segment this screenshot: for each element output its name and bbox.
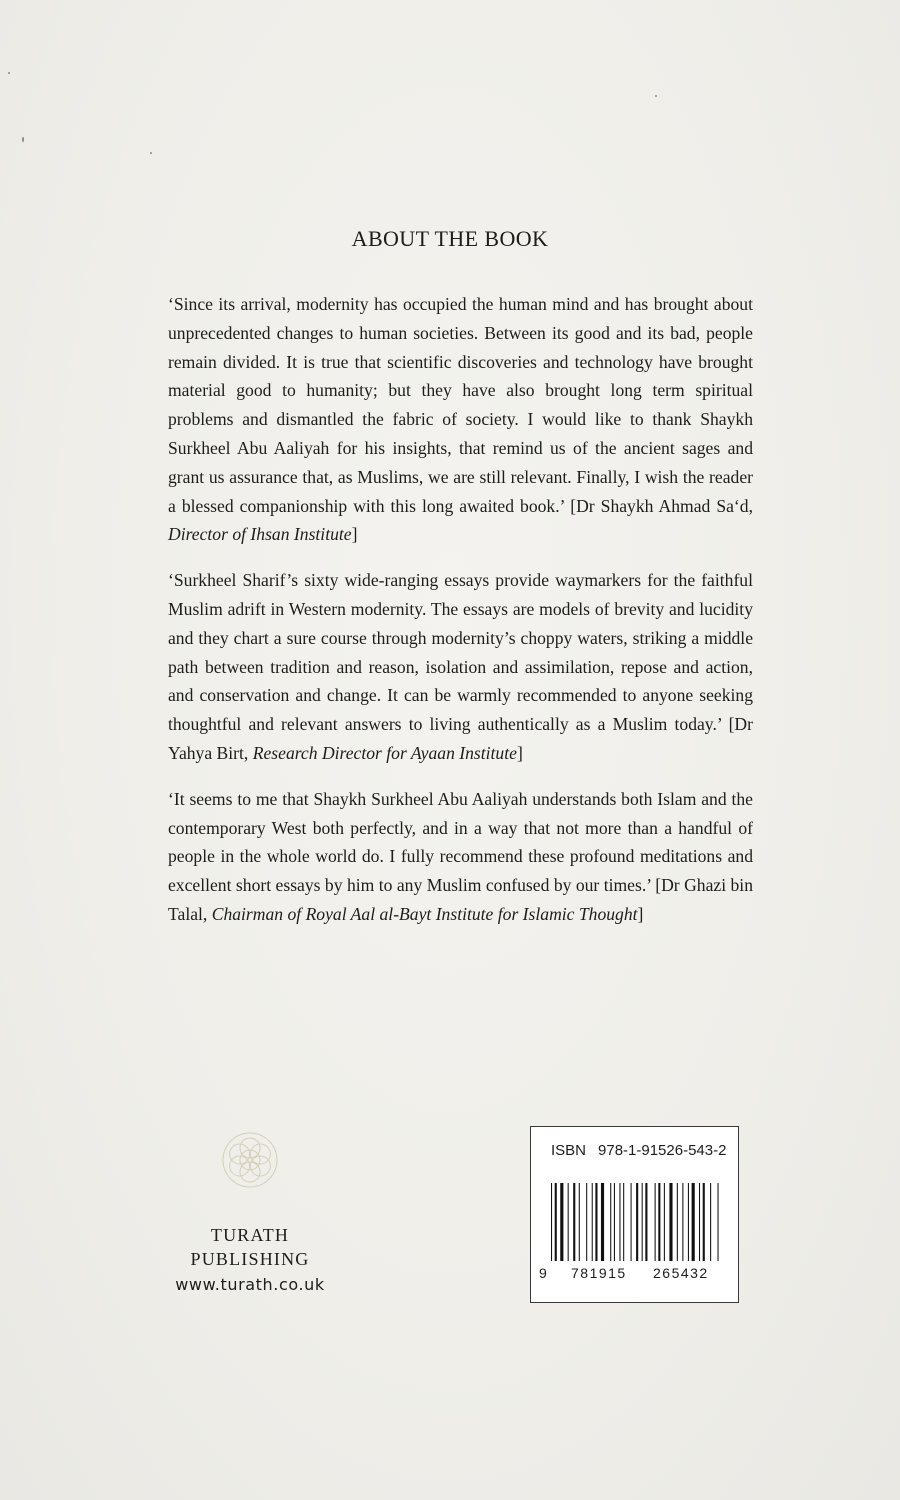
barcode-bar: [692, 1183, 695, 1261]
publisher-name: [150, 1223, 350, 1271]
endorsement-close: ]: [351, 524, 358, 545]
barcode-bar: [658, 1183, 660, 1261]
endorsement-1: [168, 290, 753, 549]
barcode-bar: [645, 1183, 647, 1261]
paper-speck: [22, 137, 24, 142]
endorser-role: Director of Ihsan Institute: [168, 524, 352, 545]
barcode-bar: [664, 1183, 665, 1261]
endorsement-2: [168, 566, 753, 768]
endorsement-3: [168, 785, 753, 929]
isbn-number: 978-1-91526-543-2: [598, 1142, 727, 1159]
barcode-bar: [560, 1183, 563, 1261]
endorser-role: Research Director for Ayaan Institute: [252, 742, 517, 763]
barcode-bar: [688, 1183, 689, 1261]
endorser-role: Chairman of Royal Aal al-Bayt Institute for Islamic Thought: [211, 903, 638, 924]
paper-speck: [655, 95, 657, 97]
barcode-bar: [718, 1183, 719, 1261]
barcode-bar: [710, 1183, 711, 1261]
endorsements: [168, 290, 753, 946]
barcode-bar: [568, 1183, 569, 1261]
barcode-bar: [669, 1183, 672, 1261]
barcode-bar: [579, 1183, 580, 1261]
barcode-bar: [555, 1183, 557, 1261]
barcode-bar: [699, 1183, 700, 1261]
barcode-bar: [703, 1183, 705, 1261]
barcode-bar: [573, 1183, 575, 1261]
barcode-bar: [677, 1183, 678, 1261]
barcode-bar: [655, 1183, 656, 1261]
endorsement-text: ‘Surkheel Sharif’s sixty wide-ranging essays provide waymarkers for the faithful Muslim adrift in Western modernity. The essays are models of brevity and lucidity and they chart a sure course through modernity’s choppy waters, striking a middle path between tradition and reason, isolation and assimilation, repose and action, and conservation and change. It can be warmly recommended to anyone seeking thoughtful and relevant answers to living authentically as a Muslim today.’ [Dr Yahya Birt,: [168, 570, 753, 763]
isbn-label: ISBN: [551, 1142, 587, 1159]
paper-speck: [8, 72, 10, 74]
endorsement-close: ]: [637, 903, 644, 924]
ornamental-rosette-icon: [220, 1130, 280, 1190]
isbn-line: [551, 1142, 726, 1159]
publisher-website: www.turath.co.uk: [175, 1275, 325, 1294]
barcode-bar: [619, 1183, 620, 1261]
barcode-digits-right: 265432: [653, 1265, 709, 1281]
barcode-bar: [642, 1183, 643, 1261]
paper-speck: [150, 152, 152, 154]
barcode-bar: [682, 1183, 683, 1261]
barcode-bar: [636, 1183, 638, 1261]
endorsement-text: ‘It seems to me that Shaykh Surkheel Abu Aaliyah understands both Islam and the contemporary West both perfectly, and in a way that not more than a handful of people in the whole world do. I fully recommend these profound meditations and excellent short essays by him to any Muslim confused by our times.’ [Dr Ghazi bin Talal,: [168, 788, 753, 924]
isbn-barcode-box: [530, 1126, 739, 1303]
barcode-bar: [601, 1183, 604, 1261]
publisher-name-line1: TURATH: [210, 1225, 290, 1245]
barcode-bar: [595, 1183, 597, 1261]
barcode-bar: [592, 1183, 593, 1261]
barcode-digits-left: 781915: [571, 1265, 627, 1281]
barcode-digit-first: 9: [539, 1265, 547, 1281]
barcode: [551, 1183, 726, 1261]
barcode-bar: [610, 1183, 611, 1261]
barcode-bar: [551, 1183, 552, 1261]
about-heading: ABOUT THE BOOK: [351, 226, 549, 251]
barcode-bar: [614, 1183, 615, 1261]
barcode-bar: [586, 1183, 587, 1261]
barcode-bar: [631, 1183, 632, 1261]
endorsement-text: ‘Since its arrival, modernity has occupied the human mind and has brought about unprecedented changes to human societies. Between its good and its bad, people remain divided. It is true that scientific discoveries and technology have brought material good to humanity; but they have also brought long term spiritual problems and dismantled the fabric of society. I would like to thank Shaykh Surkheel Abu Aaliyah for his insights, that remind us of the ancient sages and grant us assurance that, as Muslims, we are still relevant. Finally, I wish the reader a blessed companionship with this long awaited book.’ [Dr Shaykh Ahmad Sa‘d,: [168, 294, 753, 516]
publisher-name-line2: PUBLISHING: [190, 1249, 310, 1269]
barcode-bar: [623, 1183, 624, 1261]
endorsement-close: ]: [516, 742, 523, 763]
